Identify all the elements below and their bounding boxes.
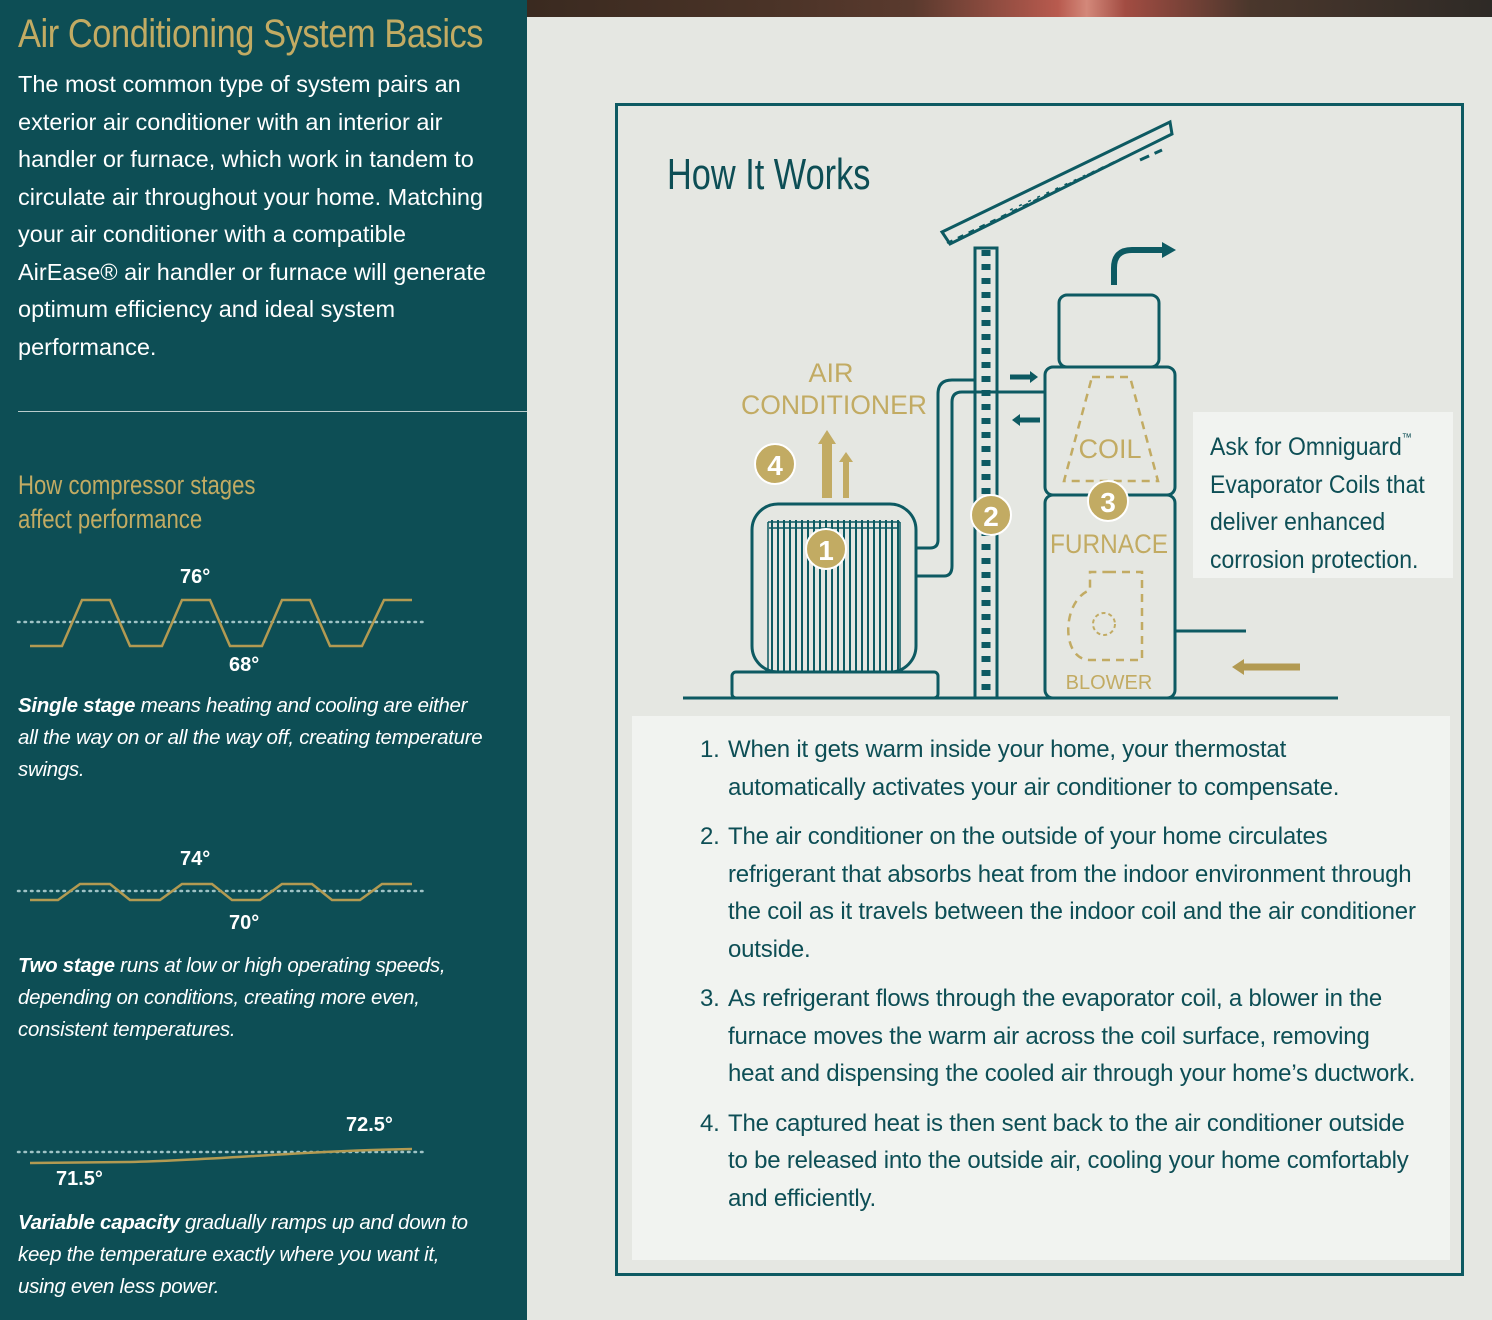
refrigerant-arrows-icon	[1010, 371, 1040, 426]
step-marker-3-number: 3	[1100, 487, 1116, 518]
coil-label: COIL	[1078, 434, 1142, 464]
roof-icon	[942, 122, 1172, 244]
return-air-arrow-icon	[1232, 659, 1300, 675]
variable-capacity-term: Variable capacity	[18, 1211, 180, 1234]
step-text: As refrigerant flows through the evaporator coil, a blower in the furnace moves the warm air across the coil surface, removing heat and dispensing the cooled air through your home’s ductwork.	[728, 985, 1416, 1087]
callout-line2: Evaporator Coils that	[1210, 470, 1425, 499]
two-stage-graph	[0, 870, 527, 910]
callout-trademark: ™	[1401, 432, 1412, 444]
step-number: 3.	[700, 985, 720, 1012]
step-marker-1	[806, 529, 846, 569]
variable-high-temp: 72.5°	[346, 1114, 393, 1136]
exhaust-arrow-icon	[1114, 242, 1176, 285]
how-it-works-title: How It Works	[667, 150, 871, 199]
single-stage-graph	[0, 590, 527, 660]
step-number: 2.	[700, 823, 720, 850]
two-stage-low-temp: 70°	[229, 912, 260, 934]
air-conditioner-label-line1: AIR	[808, 358, 854, 388]
heat-release-arrows-icon	[818, 430, 853, 498]
step-number: 1.	[700, 736, 720, 763]
single-stage-text: means heating and cooling are either all the way on or all the way off, creating temperature swings.	[18, 694, 483, 781]
two-stage-text: runs at low or high operating speeds, depending on conditions, creating more even, consistent temperatures.	[18, 954, 446, 1041]
callout-line4: corrosion protection.	[1210, 545, 1419, 574]
stages-heading	[18, 468, 255, 536]
step-text: The captured heat is then sent back to the air conditioner outside to be released into the outside air, cooling your home comfortably and efficiently.	[728, 1109, 1409, 1212]
two-stage-temp-curve	[30, 884, 412, 900]
two-stage-high-temp: 74°	[180, 848, 211, 870]
steps-list	[700, 731, 1420, 1229]
variable-capacity-text: gradually ramps up and down to keep the temperature exactly where you want it, using even less power.	[18, 1211, 468, 1298]
intro-paragraph: The most common type of system pairs an exterior air conditioner with an interior air handler or furnace, which work in tandem to circulate air throughout your home. Matching your air conditioner with a compatible AirEase® air handler or furnace will generate optimum efficiency and ideal system performance.	[18, 71, 486, 360]
two-stage-description	[18, 950, 488, 1046]
page-title: Air Conditioning System Basics	[18, 12, 484, 56]
furnace-label: FURNACE	[1050, 529, 1168, 559]
step-item	[700, 980, 1420, 1093]
callout-line3: deliver enhanced	[1210, 508, 1386, 536]
single-stage-temp-curve	[30, 600, 412, 646]
stages-heading-line2: affect performance	[18, 504, 203, 534]
hvac-diagram	[527, 17, 1492, 717]
divider	[18, 411, 527, 412]
variable-low-temp: 71.5°	[56, 1168, 103, 1190]
top-photo-strip	[527, 0, 1492, 17]
single-stage-description	[18, 690, 488, 786]
step-number: 4.	[700, 1109, 720, 1137]
step-item	[700, 1105, 1420, 1218]
variable-capacity-graph	[0, 1140, 527, 1170]
step-text: When it gets warm inside your home, your thermostat automatically activates your air conditioner to compensate.	[728, 736, 1340, 801]
step-marker-1-number: 1	[818, 535, 834, 566]
left-panel	[0, 0, 527, 1320]
two-stage-term: Two stage	[18, 954, 115, 977]
step-marker-4	[755, 444, 795, 484]
wall-icon	[975, 248, 997, 698]
omniguard-callout	[1193, 412, 1453, 578]
variable-capacity-description	[18, 1207, 488, 1303]
step-marker-3	[1088, 481, 1128, 521]
step-marker-2	[971, 495, 1011, 535]
step-item	[700, 731, 1420, 806]
single-stage-low-temp: 68°	[229, 654, 260, 676]
single-stage-high-temp: 76°	[180, 566, 211, 588]
stages-heading-line1: How compressor stages	[18, 470, 256, 500]
single-stage-term: Single stage	[18, 694, 136, 717]
step-item	[700, 818, 1420, 968]
step-text: The air conditioner on the outside of your home circulates refrigerant that absorbs heat from the indoor environment through the coil as it travels between the indoor coil and the air conditioner outside.	[728, 823, 1416, 963]
blower-label: BLOWER	[1065, 672, 1153, 694]
step-marker-2-number: 2	[983, 501, 999, 532]
callout-line1-text: Ask for Omniguard	[1210, 433, 1402, 461]
callout-line1	[1210, 420, 1434, 467]
air-conditioner-label-line2: CONDITIONER	[741, 390, 927, 420]
step-marker-4-number: 4	[767, 450, 783, 481]
